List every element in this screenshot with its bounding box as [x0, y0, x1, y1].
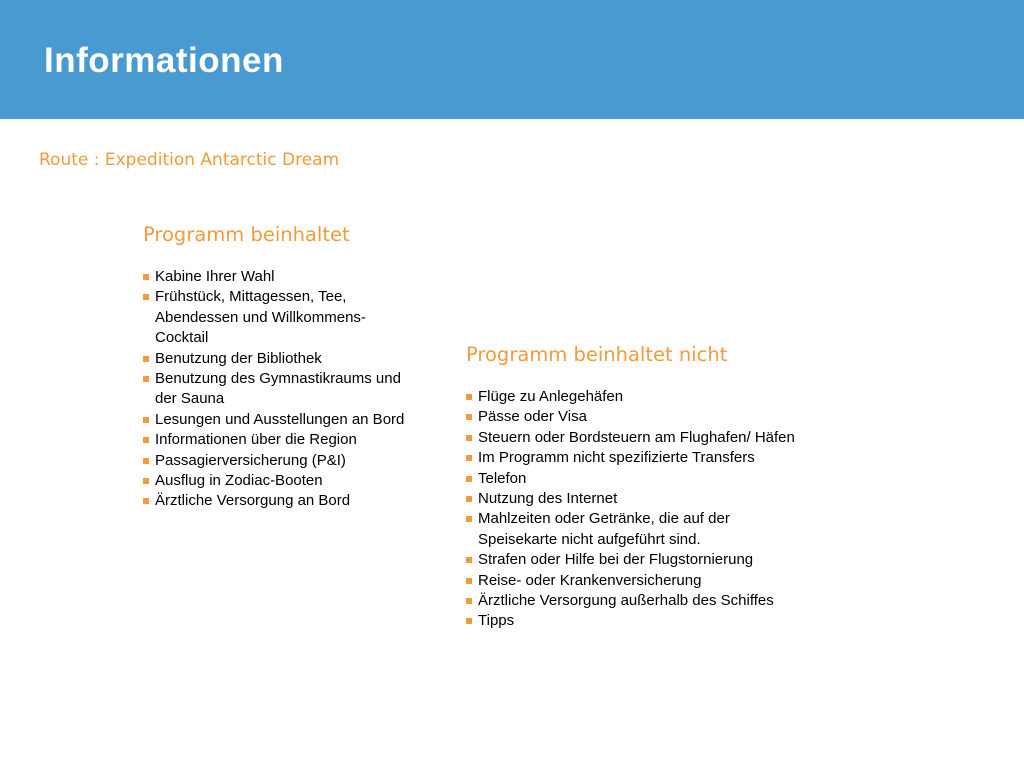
list-item — [143, 451, 413, 471]
square-bullet-icon — [466, 618, 472, 624]
square-bullet-icon — [466, 578, 472, 584]
square-bullet-icon — [143, 356, 149, 362]
list-item — [466, 407, 796, 427]
list-item-text: Lesungen und Ausstellungen an Bord — [155, 410, 405, 428]
list-item — [466, 428, 796, 448]
title-bar — [0, 0, 1024, 119]
list-item — [466, 571, 796, 591]
list-item-text: Ausflug in Zodiac-Booten — [155, 472, 323, 490]
list-item — [143, 267, 413, 287]
list-item-text: Passagierversicherung (P&I) — [155, 451, 346, 469]
list-item-text: Nutzung des Internet — [478, 490, 618, 508]
list-item-text: Frühstück, Mittagessen, Tee, Abendessen und Willkommens-Cocktail — [155, 288, 366, 347]
square-bullet-icon — [143, 417, 149, 423]
list-item — [143, 430, 413, 450]
list-item — [466, 550, 796, 570]
square-bullet-icon — [466, 598, 472, 604]
list-item — [143, 369, 413, 410]
page-title: Informationen — [44, 41, 284, 80]
list-item-text: Informationen über die Region — [155, 431, 357, 449]
square-bullet-icon — [466, 557, 472, 563]
excluded-heading: Programm beinhaltet nicht — [466, 343, 728, 366]
list-item — [466, 448, 796, 468]
square-bullet-icon — [143, 437, 149, 443]
route-subtitle: Route : Expedition Antarctic Dream — [39, 150, 340, 170]
square-bullet-icon — [143, 478, 149, 484]
list-item — [143, 349, 413, 369]
excluded-column — [466, 342, 796, 632]
square-bullet-icon — [143, 376, 149, 382]
square-bullet-icon — [466, 476, 472, 482]
list-item — [466, 611, 796, 631]
list-item-text: Strafen oder Hilfe bei der Flugstornierung — [478, 551, 754, 569]
list-item — [466, 509, 796, 550]
square-bullet-icon — [466, 496, 472, 502]
list-item — [143, 410, 413, 430]
square-bullet-icon — [466, 516, 472, 522]
list-item-text: Reise- oder Krankenversicherung — [478, 571, 702, 589]
included-list — [143, 267, 413, 512]
square-bullet-icon — [466, 435, 472, 441]
square-bullet-icon — [143, 458, 149, 464]
included-column — [143, 222, 413, 512]
list-item — [466, 469, 796, 489]
square-bullet-icon — [143, 294, 149, 300]
list-item-text: Ärztliche Versorgung an Bord — [155, 492, 351, 510]
list-item — [466, 489, 796, 509]
square-bullet-icon — [466, 394, 472, 400]
list-item-text: Benutzung der Bibliothek — [155, 349, 322, 367]
excluded-list — [466, 387, 796, 632]
square-bullet-icon — [143, 498, 149, 504]
list-item-text: Telefon — [478, 469, 527, 487]
square-bullet-icon — [143, 274, 149, 280]
square-bullet-icon — [466, 455, 472, 461]
list-item — [143, 471, 413, 491]
list-item-text: Pässe oder Visa — [478, 408, 587, 426]
list-item — [143, 491, 413, 511]
list-item-text: Flüge zu Anlegehäfen — [478, 388, 624, 405]
square-bullet-icon — [466, 414, 472, 420]
included-heading: Programm beinhaltet — [143, 223, 350, 246]
list-item-text: Benutzung des Gymnastikraums und der Sauna — [155, 370, 401, 408]
list-item — [466, 387, 796, 407]
list-item-text: Ärztliche Versorgung außerhalb des Schiffes — [478, 592, 774, 610]
list-item-text: Tipps — [478, 612, 515, 630]
list-item — [143, 287, 413, 348]
list-item-text: Mahlzeiten oder Getränke, die auf der Speisekarte nicht aufgeführt sind. — [478, 510, 730, 548]
list-item-text: Steuern oder Bordsteuern am Flughafen/ Häfen — [478, 428, 795, 446]
list-item — [466, 591, 796, 611]
list-item-text: Im Programm nicht spezifizierte Transfers — [478, 449, 755, 467]
list-item-text: Kabine Ihrer Wahl — [155, 268, 275, 285]
